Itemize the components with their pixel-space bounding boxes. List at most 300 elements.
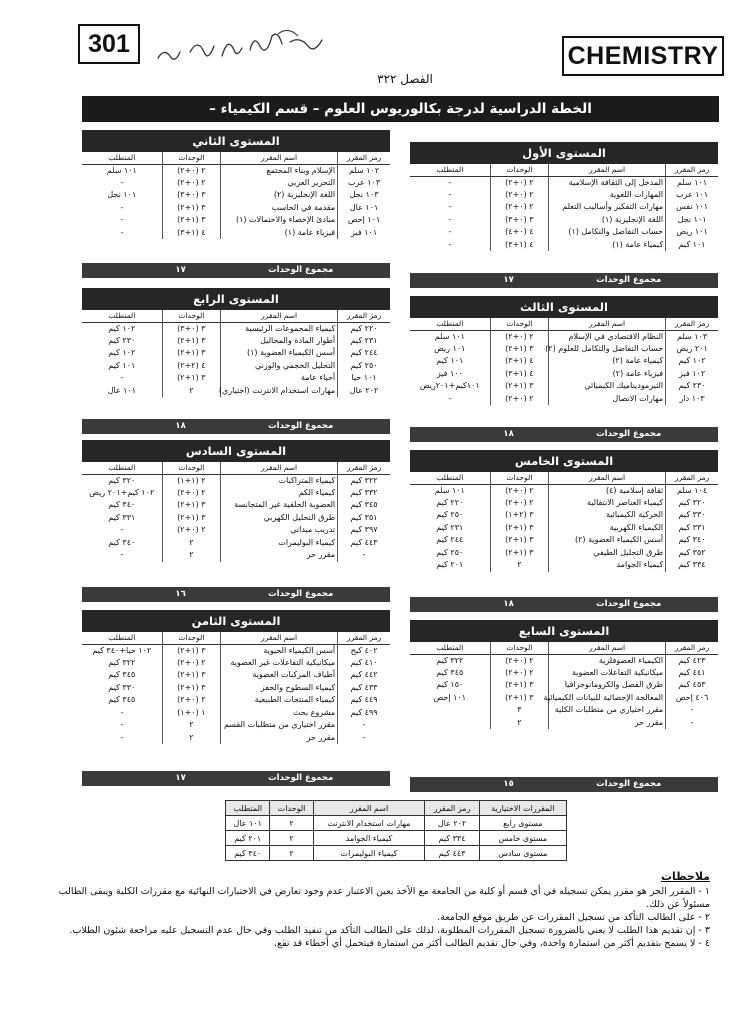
course-row xyxy=(82,537,390,550)
level-course-table xyxy=(410,472,718,572)
level-total-bar xyxy=(410,427,718,442)
course-units: ٢ (٠+٢) xyxy=(162,657,221,670)
course-units: ٣ (١+٢) xyxy=(490,534,549,547)
course-row xyxy=(82,694,390,707)
course-prereq: - xyxy=(448,393,452,403)
header-units: الوحدات xyxy=(162,632,221,644)
course-code: ١٠٢ فيز xyxy=(666,368,718,381)
course-prereq: ٢٣٠ كيم xyxy=(108,335,136,345)
note-item: ٤ - لا يسمح بتقديم أكثر من استمارة واحدة، وفي حال تقديم الطالب أكثر من استمارة فيتحمل أي أخطاء قد تقع. xyxy=(274,938,710,949)
total-value: ١٦ xyxy=(175,589,186,599)
course-units: ٣ (٠+٣) xyxy=(162,322,221,335)
course-units: ٢ xyxy=(490,717,549,730)
course-prereq: - xyxy=(120,732,124,742)
course-prereq: ٣٤٥ كيم xyxy=(108,695,136,705)
course-units: ٣ (١+٢) xyxy=(162,372,221,385)
course-name: مهارات استخدام الانترنت (اختياري) xyxy=(221,385,338,398)
course-row xyxy=(82,682,390,695)
elective-name: مهارات استخدام الانترنت xyxy=(313,816,425,831)
course-prereq: ٢٠١ كيم xyxy=(436,560,464,570)
course-row xyxy=(410,692,718,705)
course-row xyxy=(410,484,718,497)
total-value: ١٧ xyxy=(175,265,186,275)
course-row xyxy=(410,667,718,680)
course-code: ٣٤٠ كيم xyxy=(666,534,718,547)
course-row xyxy=(410,368,718,381)
course-units: ٢ (٠+٢) xyxy=(490,393,549,406)
level-title: المستوى الثاني xyxy=(82,130,390,152)
level-title: المستوى الخامس xyxy=(410,450,718,472)
course-prereq: - xyxy=(120,373,124,383)
course-row xyxy=(82,669,390,682)
course-prereq: - xyxy=(448,227,452,237)
chapter-label: الفصل ٣٢٢ xyxy=(377,72,433,86)
electives-header-units: الوحدات xyxy=(270,801,313,816)
course-code: ١٠١ ريض xyxy=(666,226,718,239)
course-row xyxy=(410,679,718,692)
level-header-row xyxy=(410,164,718,176)
document-title: الخطة الدراسية لدرجة بكالوريوس العلوم – قسم الكيمياء – xyxy=(82,96,719,122)
course-units: ٢ (٠+٢) xyxy=(490,176,549,189)
course-name: مشروع بحث xyxy=(221,707,338,720)
course-units: ٢ xyxy=(490,559,549,572)
course-row xyxy=(410,343,718,356)
course-prereq: - xyxy=(120,550,124,560)
course-prereq: - xyxy=(120,525,124,535)
electives-row xyxy=(226,831,567,846)
course-prereq: ١٠٢ حيا+٣٤٠ كيم xyxy=(92,645,152,655)
header-units: الوحدات xyxy=(490,472,549,484)
course-units: ٣ (١+٢) xyxy=(162,644,221,657)
course-code: ١٠١ حيا xyxy=(338,372,390,385)
course-prereq: ١٠١ سلم xyxy=(106,165,137,175)
course-units: ٢ (٠+٢) xyxy=(490,189,549,202)
course-code: ٤٤١ كيم xyxy=(666,667,718,680)
electives-header-name: اسم المقرر xyxy=(313,801,425,816)
course-name: مهارات التفكير وأساليب التعلم xyxy=(549,201,666,214)
level-header-row xyxy=(82,152,390,164)
level-total-bar xyxy=(410,777,718,792)
course-row xyxy=(82,474,390,487)
course-prereq: - xyxy=(120,202,124,212)
level-course-table xyxy=(410,642,718,729)
level-header-row xyxy=(82,632,390,644)
course-code: ١٠١ عرب xyxy=(666,189,718,202)
course-code: ٣٢٠ كيم xyxy=(666,497,718,510)
course-code: ٢٠٢ عال xyxy=(338,385,390,398)
header-units: الوحدات xyxy=(162,152,221,164)
header-name: اسم المقرر xyxy=(221,632,338,644)
header-code: رمز المقرر xyxy=(666,472,718,484)
course-prereq xyxy=(410,717,490,730)
course-units: ٣ (١+٢) xyxy=(162,669,221,682)
course-units: ٢ xyxy=(162,732,221,745)
header-units: الوحدات xyxy=(490,642,549,654)
electives-header-row xyxy=(226,801,567,816)
course-code: - xyxy=(338,719,390,732)
course-code: ١٠١ عال xyxy=(338,202,390,215)
course-units: ٢ (٠+٢) xyxy=(162,694,221,707)
course-units: ٣ (١+٢) xyxy=(490,380,549,393)
header-name: اسم المقرر xyxy=(549,164,666,176)
course-units: ٣ (١+٢) xyxy=(162,682,221,695)
course-name: كيمياء الجوامد xyxy=(549,559,666,572)
course-row xyxy=(410,717,718,730)
course-row xyxy=(410,704,718,717)
level-5-block xyxy=(410,450,718,612)
total-label: مجموع الوحدات xyxy=(596,275,662,285)
course-prereq: - xyxy=(448,239,452,249)
course-prereq: ١٠١كيم+٢٠١ريض xyxy=(419,381,480,391)
level-title: المستوى الثامن xyxy=(82,610,390,632)
course-name: التحليل الحجمي والوزني xyxy=(221,360,338,373)
elective-units: ٢ xyxy=(270,846,313,861)
course-row xyxy=(82,202,390,215)
level-title: المستوى السادس xyxy=(82,440,390,462)
header-prereq: المتطلب xyxy=(82,632,162,644)
course-row xyxy=(82,372,390,385)
course-row xyxy=(410,509,718,522)
course-prereq: ٣٤٥ كيم xyxy=(108,670,136,680)
course-units: ٣ (١+٢) xyxy=(162,335,221,348)
note-item: ١ - المقرر الحر هو مقرر يمكن تسجيله في أي قسم أو كلية من الجامعة مع الأخذ بعين الاعتبار عدم وجود تعارض في الاختبارات النهائية مع مقررات الكلية ويبقى الطالب مسئولاً عن ذلك. xyxy=(58,886,710,910)
course-code: ١٠٣ نجل xyxy=(338,189,390,202)
course-code: ٣٣١ كيم xyxy=(666,522,718,535)
notes-section xyxy=(40,870,710,950)
header-prereq: المتطلب xyxy=(82,310,162,322)
course-row xyxy=(410,226,718,239)
level-course-table xyxy=(410,164,718,251)
course-code: ٤٤٩ كيم xyxy=(338,694,390,707)
course-prereq: ١٠٢ كيم xyxy=(108,348,136,358)
course-row xyxy=(82,499,390,512)
course-name: ثقافة إسلامية (٤) xyxy=(549,484,666,497)
course-row xyxy=(410,214,718,227)
total-value: ١٨ xyxy=(503,599,514,609)
course-name: النظام الاقتصادي في الإسلام xyxy=(549,330,666,343)
course-row xyxy=(82,385,390,398)
course-name: كيمياء المتراكبات xyxy=(221,474,338,487)
note-item: ٣ - إن تقديم هذا الطلب لا يعني بالضرورة تسجيل المقررات المطلوبة، لذلك على الطالب التأكد من تنفيذ الطلب وفي حال عدم التسجيل عليه مراجعة شئون الطلاب. xyxy=(69,925,710,936)
course-name: كيمياء العناصر الانتقالية xyxy=(549,497,666,510)
total-value: ١٧ xyxy=(175,773,186,783)
level-total-bar xyxy=(82,771,390,786)
course-units: ٢ xyxy=(162,719,221,732)
course-units: ٤ (١+٣) xyxy=(490,368,549,381)
electives-table xyxy=(225,800,567,861)
course-units: ٣ (٠+٣) xyxy=(490,214,549,227)
elective-group: مستوى رابع xyxy=(479,816,566,831)
course-name: مقرر حر xyxy=(549,717,666,730)
course-code: ٢٥٠ كيم xyxy=(338,360,390,373)
course-name: مقدمة في الحاسب xyxy=(221,202,338,215)
elective-units: ٢ xyxy=(270,816,313,831)
course-prereq: - xyxy=(120,720,124,730)
course-code: ١٠١ فيز xyxy=(338,227,390,240)
course-row xyxy=(82,707,390,720)
level-header-row xyxy=(410,472,718,484)
course-name: الإسلام وبناء المجتمع xyxy=(221,164,338,177)
level-total-bar xyxy=(410,273,718,288)
course-name: كيمياء البوليمرات xyxy=(221,537,338,550)
total-label: مجموع الوحدات xyxy=(268,265,334,275)
total-label: مجموع الوحدات xyxy=(596,779,662,789)
total-label: مجموع الوحدات xyxy=(596,429,662,439)
level-6-block xyxy=(82,440,390,602)
course-units: ٣ (١+٢) xyxy=(490,692,549,705)
course-row xyxy=(410,522,718,535)
course-name: مقرر اختياري من متطلبات القسم xyxy=(221,719,338,732)
course-code: ١٠١ إحص xyxy=(338,214,390,227)
course-units: ٢ (٠+٢) xyxy=(162,164,221,177)
total-value: ١٨ xyxy=(175,421,186,431)
header-code: رمز المقرر xyxy=(666,642,718,654)
course-code: ٣٢٢ كيم xyxy=(338,474,390,487)
course-code: ٤٤٢ كيم xyxy=(338,669,390,682)
course-code: ٢٠١ ريض xyxy=(666,343,718,356)
elective-name: كيمياء الجوامد xyxy=(313,831,425,846)
course-name: فيزياء عامة (١) xyxy=(221,227,338,240)
course-code: ٢٤٤ كيم xyxy=(338,347,390,360)
header-prereq: المتطلب xyxy=(82,462,162,474)
handwritten-signature xyxy=(150,22,350,70)
header-name: اسم المقرر xyxy=(221,152,338,164)
course-units: ٣ xyxy=(490,704,549,717)
course-code: ١٠١ نجل xyxy=(666,214,718,227)
course-row xyxy=(410,497,718,510)
course-row xyxy=(82,512,390,525)
course-units: ٣ (١+٢) xyxy=(490,522,549,535)
course-prereq: ١٠١ سلم xyxy=(434,485,465,495)
course-code: - xyxy=(666,717,718,730)
level-title: المستوى الرابع xyxy=(82,288,390,310)
course-row xyxy=(410,559,718,572)
course-prereq: - xyxy=(448,177,452,187)
course-name: أسس الكيمياء الحيوية xyxy=(221,644,338,657)
course-code: ٤٤٣ كيم xyxy=(338,537,390,550)
header-prereq: المتطلب xyxy=(410,472,490,484)
level-header-row xyxy=(410,642,718,654)
level-8-block xyxy=(82,610,390,786)
course-code: ٣٣٤ كيم xyxy=(666,559,718,572)
course-name: أسس الكيمياء العضوية (٢) xyxy=(549,534,666,547)
course-prereq: ٢٢٠ كيم xyxy=(436,497,464,507)
course-code: ٤٠٦ إحص xyxy=(666,692,718,705)
header-units: الوحدات xyxy=(490,164,549,176)
course-row xyxy=(82,214,390,227)
course-name: أطوار المادة والمحاليل xyxy=(221,335,338,348)
header-code: رمز المقرر xyxy=(338,632,390,644)
course-prereq: ١٠٢ كيم xyxy=(108,323,136,333)
course-name: حساب التفاضل والتكامل للعلوم (٢) xyxy=(549,343,666,356)
elective-group: مستوى سادس xyxy=(479,846,566,861)
course-name: المهارات اللغوية xyxy=(549,189,666,202)
course-code: ٣٩٧ كيم xyxy=(338,524,390,537)
course-code: ٣٤٥ كيم xyxy=(338,499,390,512)
course-row xyxy=(410,330,718,343)
course-prereq: ٣٢٢ كيم xyxy=(436,655,464,665)
course-code: ٣٣٠ كيم xyxy=(666,509,718,522)
course-prereq: - xyxy=(120,707,124,717)
electives-header-group: المقررات الاختيارية xyxy=(479,801,566,816)
header-prereq: المتطلب xyxy=(410,164,490,176)
course-units: ٢ (٠+٢) xyxy=(162,177,221,190)
course-code: ٤٠٢ كيح xyxy=(338,644,390,657)
level-total-bar xyxy=(82,419,390,434)
level-1-block xyxy=(410,142,718,288)
total-value: ١٨ xyxy=(503,429,514,439)
course-code: ٣٥٢ كيم xyxy=(666,547,718,560)
course-prereq: ١٠١ ريض xyxy=(434,343,466,353)
course-prereq: ٣٢٠ كيم xyxy=(108,475,136,485)
course-row xyxy=(82,732,390,745)
level-header-row xyxy=(410,318,718,330)
course-name: الكيمياء العضوفلزية xyxy=(549,654,666,667)
course-prereq: ٢٤٤ كيم xyxy=(436,535,464,545)
course-row xyxy=(410,201,718,214)
course-row xyxy=(82,335,390,348)
elective-prereq: ١٠١ عال xyxy=(226,816,270,831)
header-code: رمز المقرر xyxy=(338,462,390,474)
course-code: ١٠١ سلم xyxy=(666,176,718,189)
course-code: ٤٩٩ كيم xyxy=(338,707,390,720)
header-code: رمز المقرر xyxy=(666,164,718,176)
course-units: ٤ (٠+٤) xyxy=(490,226,549,239)
course-row xyxy=(82,487,390,500)
level-course-table xyxy=(82,310,390,397)
course-row xyxy=(82,164,390,177)
course-row xyxy=(82,644,390,657)
course-code: - xyxy=(338,549,390,562)
total-value: ١٧ xyxy=(503,275,514,285)
course-prereq: ١٥٠ كيم xyxy=(436,680,464,690)
course-units: ٢ xyxy=(162,385,221,398)
header-prereq: المتطلب xyxy=(410,318,490,330)
course-units: ٣ (١+٢) xyxy=(162,214,221,227)
course-units: ١ (٠+١) xyxy=(162,707,221,720)
header-name: اسم المقرر xyxy=(549,318,666,330)
course-row xyxy=(82,719,390,732)
course-name: التحرير العربي xyxy=(221,177,338,190)
course-code: ٢٣٠ كيم xyxy=(666,380,718,393)
course-name: أسس الكيمياء العضوية (١) xyxy=(221,347,338,360)
level-4-block xyxy=(82,288,390,434)
course-prereq: ٢٣١ كيم xyxy=(436,522,464,532)
course-units: ٣ (١+٢) xyxy=(162,499,221,512)
course-prereq: ٣٢٢ كيم xyxy=(108,657,136,667)
course-prereq: ١٠٠ فيز xyxy=(436,368,463,378)
elective-code: ٣٣٤ كيم xyxy=(425,831,479,846)
course-prereq: ١٠١ كيم xyxy=(436,356,464,366)
course-code: ١٠٢ كيم xyxy=(666,355,718,368)
header-prereq: المتطلب xyxy=(82,152,162,164)
course-prereq: ١٠١ سلم xyxy=(434,331,465,341)
level-course-table xyxy=(82,632,390,744)
course-code: ٢٢٠ كيم xyxy=(338,322,390,335)
elective-group: مستوى خامس xyxy=(479,831,566,846)
course-code: ١٠٣ سلم xyxy=(666,330,718,343)
course-units: ٢ (٠+٢) xyxy=(490,201,549,214)
course-units: ٤ (٢+٢) xyxy=(162,360,221,373)
level-course-table xyxy=(82,462,390,562)
course-code: ١٠١ كيم xyxy=(666,239,718,252)
course-row xyxy=(82,657,390,670)
course-units: ٣ (١+٢) xyxy=(162,512,221,525)
course-name: المدخل إلى الثقافة الإسلامية xyxy=(549,176,666,189)
course-row xyxy=(82,347,390,360)
course-prereq: ٢٥٠ كيم xyxy=(436,547,464,557)
course-prereq: ١٠١ نجل xyxy=(107,190,137,200)
course-row xyxy=(410,355,718,368)
course-name: الثيرموديناميك الكيميائي xyxy=(549,380,666,393)
course-name: اللغة الإنجليزية (٢) xyxy=(221,189,338,202)
course-prereq: - xyxy=(448,189,452,199)
course-name: الكيمياء الكهربية xyxy=(549,522,666,535)
course-name: مقرر اختياري من متطلبات الكلية xyxy=(549,704,666,717)
total-value: ١٥ xyxy=(503,779,514,789)
level-total-bar xyxy=(82,587,390,602)
course-name: كيمياء الكم xyxy=(221,487,338,500)
course-units: ٢ (٠+٢) xyxy=(162,524,221,537)
course-prereq: ٣٤٥ كيم xyxy=(436,667,464,677)
course-code: ١٠٢ سلم xyxy=(338,164,390,177)
course-code: - xyxy=(338,732,390,745)
notes-title: ملاحظات xyxy=(661,870,710,883)
course-prereq: ٣٣١ كيم xyxy=(108,512,136,522)
course-row xyxy=(410,393,718,406)
course-name: اللغة الإنجليزية (١) xyxy=(549,214,666,227)
course-name: فيزياء عامة (٢) xyxy=(549,368,666,381)
header-prereq: المتطلب xyxy=(410,642,490,654)
header-name: اسم المقرر xyxy=(221,462,338,474)
course-units: ٢ (٠+٢) xyxy=(490,497,549,510)
course-name: مقرر حر xyxy=(221,732,338,745)
page-number: 301 xyxy=(78,24,140,64)
elective-name: كيمياء البوليمرات xyxy=(313,846,425,861)
course-code: ٢٣١ كيم xyxy=(338,335,390,348)
electives-header-code: رمز المقرر xyxy=(425,801,479,816)
course-code: ٤١٠ كيم xyxy=(338,657,390,670)
course-name: الحركية الكيميائية xyxy=(549,509,666,522)
course-prereq: ٣٣٠ كيم xyxy=(108,682,136,692)
header-code: رمز المقرر xyxy=(338,152,390,164)
course-units: ٣ (١+٢) xyxy=(162,347,221,360)
course-prereq: ٣٤٠ كيم xyxy=(108,537,136,547)
header-name: اسم المقرر xyxy=(221,310,338,322)
course-row xyxy=(410,654,718,667)
course-name: أطياف المركبات العضوية xyxy=(221,669,338,682)
course-units: ٢ (٠+٢) xyxy=(162,487,221,500)
course-name: كيمياء المنتجات الطبيعية xyxy=(221,694,338,707)
course-name: مهارات الاتصال xyxy=(549,393,666,406)
course-row xyxy=(82,524,390,537)
course-row xyxy=(410,380,718,393)
total-label: مجموع الوحدات xyxy=(268,773,334,783)
course-prereq: ٢٥٠ كيم xyxy=(436,510,464,520)
subject-title: CHEMISTRY xyxy=(562,36,724,76)
level-header-row xyxy=(82,462,390,474)
course-prereq: ١٠١ إحص xyxy=(433,692,466,702)
level-title: المستوى الثالث xyxy=(410,296,718,318)
course-units: ٣ (٠+٣) xyxy=(162,189,221,202)
course-code: ١٠١ نفس xyxy=(666,201,718,214)
course-name: طرق الفصل والكروماتوجرافيا xyxy=(549,679,666,692)
course-name: أحياء عامة xyxy=(221,372,338,385)
course-name: حساب التفاضل والتكامل (١) xyxy=(549,226,666,239)
course-name: مقرر حر xyxy=(221,549,338,562)
course-code: ١٠٤ سلم xyxy=(666,484,718,497)
course-row xyxy=(82,549,390,562)
